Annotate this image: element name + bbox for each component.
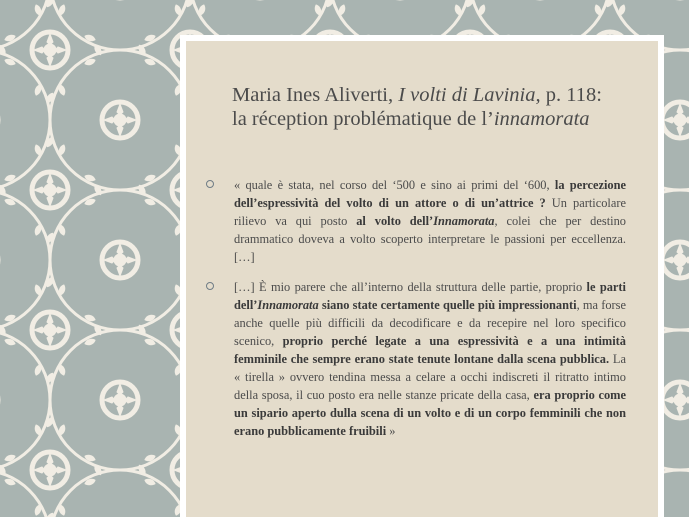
title-subject: la réception problématique de l’ — [232, 108, 494, 130]
quote-segment: , ma forse anche quelle più difficili da decodificare e da recepire nel loro specifico scenico, — [234, 298, 626, 348]
slide-title — [232, 83, 652, 131]
quote-emphasis-italic: Innamorata — [433, 214, 495, 228]
quote-emphasis-italic: Innamorata — [257, 298, 319, 312]
bullet-circle-icon — [206, 282, 214, 290]
quote-item — [206, 176, 626, 266]
title-author: Maria Ines Aliverti, — [232, 84, 399, 106]
quote-segment: La « tirella » ovvero tendina messa a celare a occhi indiscreti il ritratto intimo della sposa, il cuo posto era nelle stanze pricate della casa, — [234, 352, 626, 402]
title-line-1 — [232, 83, 652, 107]
content-panel — [180, 35, 664, 517]
quote-segment: , colei che per destino drammatico doveva a volto scoperto interpretare le passioni per eccellenza. […] — [234, 214, 626, 264]
quote-emphasis — [433, 214, 494, 228]
quote-segment: […] È mio parere che all’interno della struttura delle partie, proprio — [234, 280, 587, 294]
quote-segment: » — [386, 424, 396, 438]
quote-text — [234, 278, 626, 440]
quote-item — [206, 278, 626, 440]
quote-emphasis: al volto dell’ — [356, 214, 434, 228]
title-page: p. 118: — [540, 84, 602, 106]
bullet-circle-icon — [206, 180, 214, 188]
quote-emphasis — [257, 298, 318, 312]
title-subject-italic: innamorata — [493, 108, 590, 130]
quote-emphasis: siano state certamente quelle più impressionanti — [318, 298, 577, 312]
quote-text — [234, 176, 626, 266]
quote-emphasis: le parti dell’ — [234, 280, 626, 312]
quote-emphasis: era proprio come un sipario aperto dulla scena di un volto e di un corpo femminili che non erano pubblicamente fruibili — [234, 388, 626, 438]
quote-emphasis: proprio perché legate a una espressività e a una intimità femminile che sempre erano state tenute lontane dalla scena pubblica. — [234, 334, 626, 366]
quote-segment: Un particolare rilievo va qui posto — [234, 196, 626, 228]
title-book: I volti di Lavinia, — [398, 84, 541, 106]
title-line-2 — [232, 107, 652, 131]
quote-emphasis: la percezione dell’espressività del volto di un attore o di un’attrice ? — [234, 178, 626, 210]
quote-segment: « quale è stata, nel corso del ‘500 e sino ai primi del ‘600, — [234, 178, 555, 192]
quote-list — [206, 176, 626, 452]
